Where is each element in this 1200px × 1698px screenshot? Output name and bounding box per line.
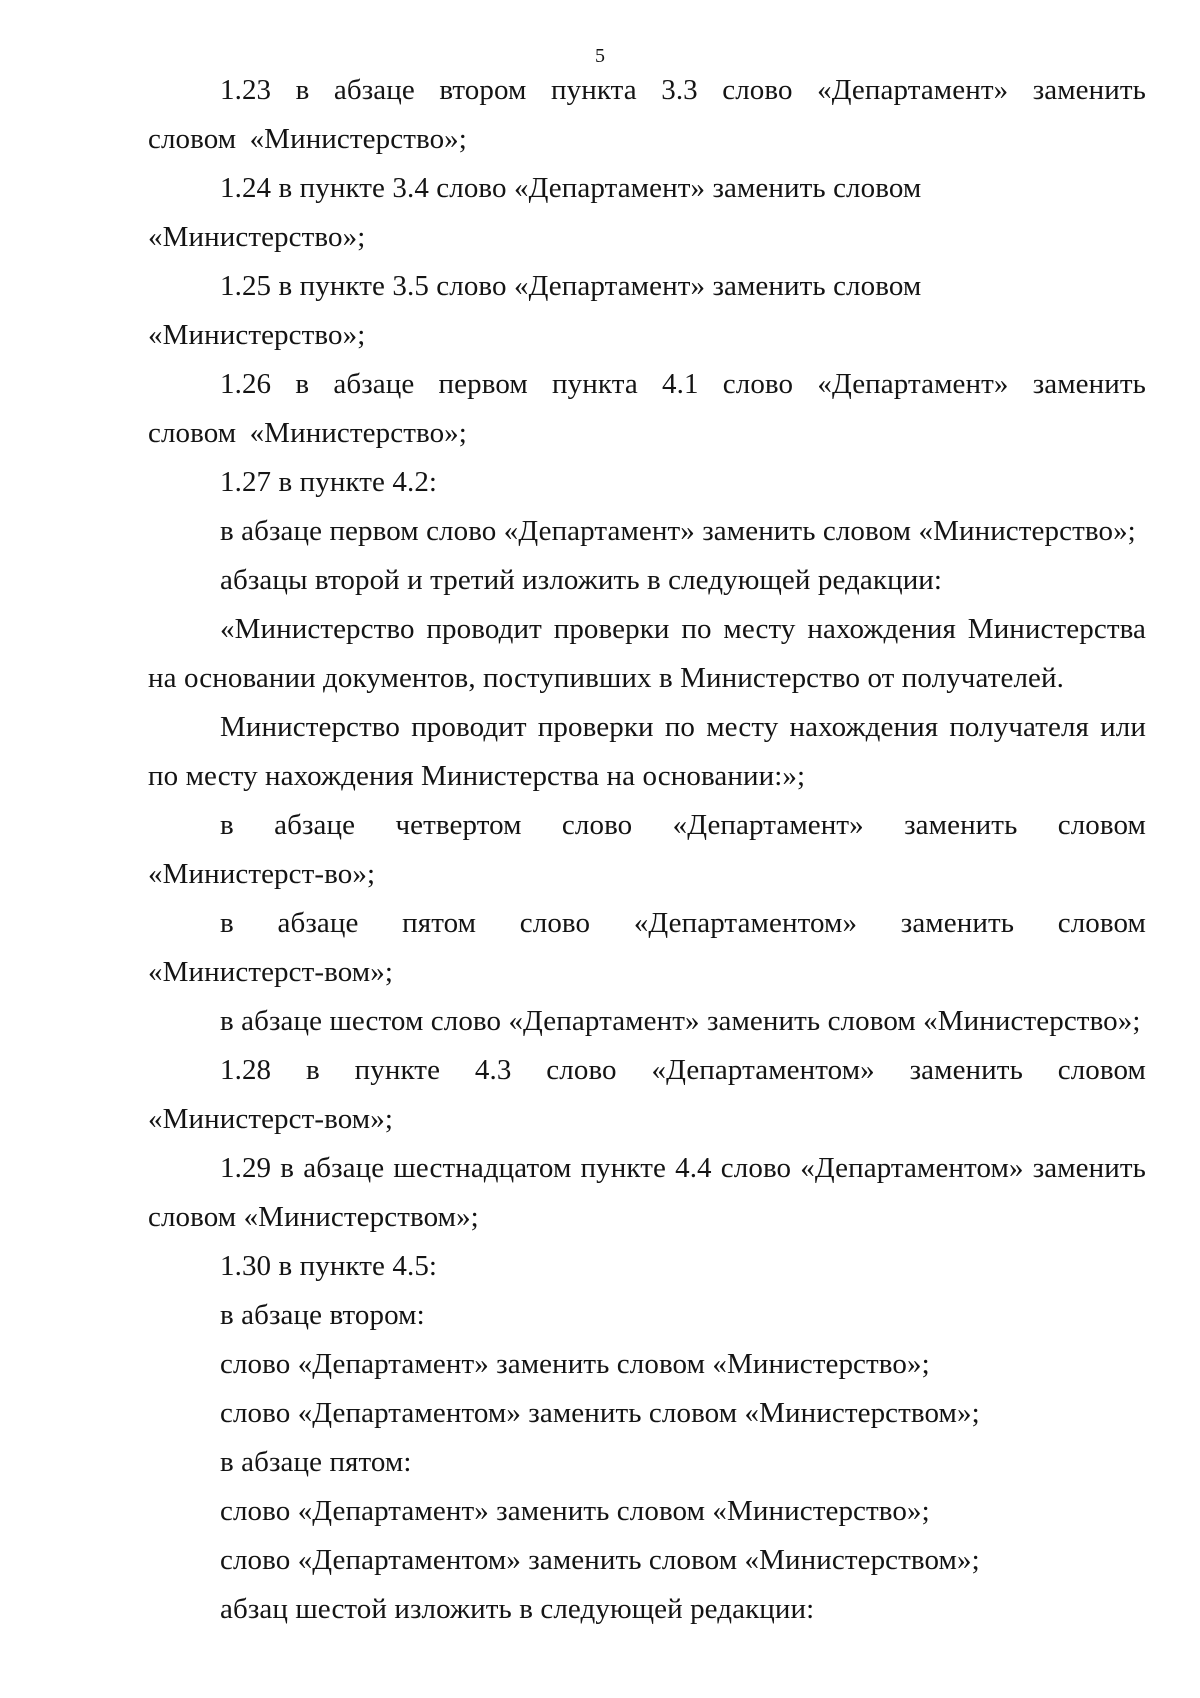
paragraph-1-30: 1.30 в пункте 4.5:	[220, 1250, 438, 1282]
paragraph-4-5-second-a: слово «Департамент» заменить словом «Министерство»;	[220, 1348, 930, 1380]
paragraph-1-27: 1.27 в пункте 4.2:	[220, 466, 438, 498]
quote-paragraph-1: «Министерство проводит проверки по месту нахождения Министерства на основании документов, поступивших в Министерство от получателей.	[148, 613, 1146, 694]
paragraph-4-5-fifth-b: слово «Департаментом» заменить словом «Министерством»;	[220, 1544, 980, 1576]
paragraph-4-5-fifth-a: слово «Департамент» заменить словом «Министерство»;	[220, 1495, 930, 1527]
paragraph-4-5-sixth: абзац шестой изложить в следующей редакции:	[220, 1593, 815, 1625]
paragraph-1-26: 1.26 в абзаце первом пункта 4.1 слово «Департамент» заменить словом «Министерство»;	[148, 368, 1146, 449]
paragraph-4-5-second-b: слово «Департаментом» заменить словом «Министерством»;	[220, 1397, 980, 1429]
paragraph-1-28: 1.28 в пункте 4.3 слово «Департаментом» заменить словом «Министерст-вом»;	[148, 1054, 1146, 1135]
paragraph-4-2-fourth: в абзаце четвертом слово «Департамент» заменить словом «Министерст-во»;	[148, 809, 1146, 890]
paragraph-1-29: 1.29 в абзаце шестнадцатом пункте 4.4 слово «Департаментом» заменить словом «Министерством»;	[148, 1152, 1146, 1233]
page-number: 5	[595, 45, 605, 67]
paragraph-1-25: 1.25 в пункте 3.5 слово «Департамент» заменить словом «Министерство»;	[148, 270, 922, 351]
paragraph-1-23: 1.23 в абзаце втором пункта 3.3 слово «Департамент» заменить словом «Министерство»;	[148, 74, 1146, 155]
paragraph-4-5-fifth: в абзаце пятом:	[220, 1446, 412, 1478]
paragraph-4-2-fifth: в абзаце пятом слово «Департаментом» заменить словом «Министерст-вом»;	[148, 907, 1146, 988]
paragraph-4-2-second-third: абзацы второй и третий изложить в следующей редакции:	[220, 564, 943, 596]
paragraph-4-2-sixth: в абзаце шестом слово «Департамент» заменить словом «Министерство»;	[220, 1005, 1141, 1037]
document-body	[148, 66, 1146, 1634]
paragraph-4-5-second: в абзаце втором:	[220, 1299, 425, 1331]
quote-paragraph-2: Министерство проводит проверки по месту нахождения получателя или по месту нахождения Министерства на основании:»;	[148, 711, 1146, 792]
paragraph-1-24: 1.24 в пункте 3.4 слово «Департамент» заменить словом «Министерство»;	[148, 172, 922, 253]
paragraph-4-2-first: в абзаце первом слово «Департамент» заменить словом «Министерство»;	[220, 515, 1136, 547]
